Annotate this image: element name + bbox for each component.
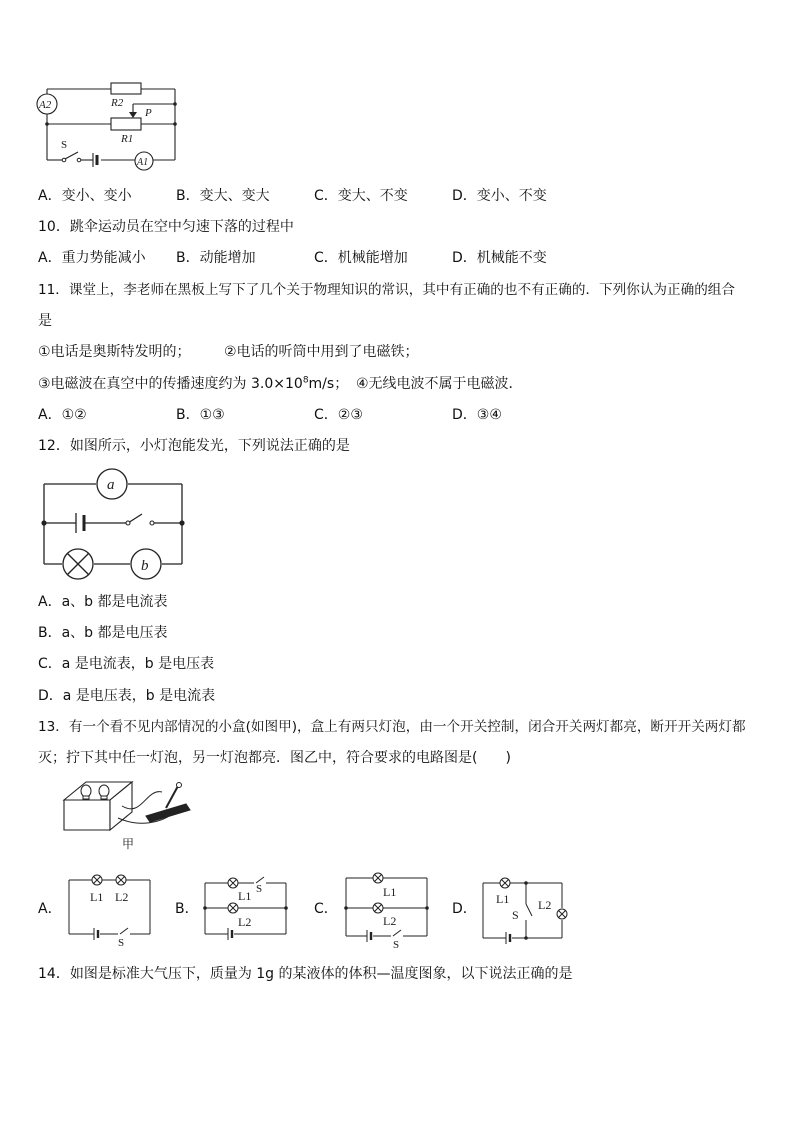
q11-option-b[interactable]: B．①③ (176, 407, 225, 423)
q11-stem-line1: 11．课堂上，李老师在黑板上写下了几个关于物理知识的常识，其中有正确的也不有正确的．下列你认为正确的组合 (38, 282, 735, 298)
q10-option-c[interactable]: C．机械能增加 (314, 250, 408, 266)
q9-s-label: S (61, 139, 68, 151)
q14-stem: 14．如图是标准大气压下，质量为 1g 的某液体的体积—温度图象，以下说法正确的是 (38, 966, 573, 982)
q11-item-4: ④无线电波不属于电磁波． (356, 376, 523, 392)
q9-option-a[interactable]: A．变小、变小 (38, 188, 132, 204)
q9-option-b[interactable]: B．变大、变大 (176, 188, 270, 204)
q11-option-c[interactable]: C．②③ (314, 407, 363, 423)
q11-item-3-text: ③电磁波在真空中的传播速度约为 3.0×10 (38, 376, 303, 392)
q13-b-s: S (256, 883, 263, 895)
q13-circuit-c[interactable] (343, 872, 433, 951)
q12-stem: 12．如图所示，小灯泡能发光，下列说法正确的是 (38, 438, 350, 454)
q9-circuit-diagram (35, 80, 185, 170)
q13-a-s: S (118, 937, 125, 949)
q13-b-l1: L1 (238, 889, 252, 903)
q13-box-figure (62, 778, 202, 858)
q13-b-l2: L2 (238, 915, 252, 929)
q12-option-d[interactable]: D．a 是电压表，b 是电流表 (38, 688, 216, 704)
q13-a-l1: L1 (90, 890, 104, 904)
q13-figure-caption: 甲 (122, 837, 135, 851)
q12-meter-b-label: b (141, 558, 149, 574)
q12-option-a[interactable]: A．a、b 都是电流表 (38, 594, 168, 610)
q13-circuit-d[interactable] (480, 876, 570, 940)
q13-stem-line2: 灭；拧下其中任一灯泡，另一灯泡都亮．图乙中，符合要求的电路图是( ) (38, 750, 511, 766)
q10-option-a[interactable]: A．重力势能减小 (38, 250, 146, 266)
q11-item-3 (38, 374, 348, 394)
q12-circuit-diagram (40, 470, 190, 575)
q13-c-l1: L1 (383, 885, 397, 899)
q11-item-3-exponent: 8 (302, 375, 309, 386)
q12-option-c[interactable]: C．a 是电流表，b 是电压表 (38, 656, 215, 672)
q11-option-a[interactable]: A．①② (38, 407, 87, 423)
q13-circuit-b[interactable] (202, 874, 292, 938)
q13-option-c-label[interactable]: C． (314, 901, 338, 917)
q13-c-s: S (393, 939, 400, 951)
q11-item-1: ①电话是奥斯特发明的； (38, 344, 191, 360)
q13-stem-line1: 13．有一个看不见内部情况的小盒(如图甲)，盒上有两只灯泡，由一个开关控制，闭合开关两灯都亮，断开开关两灯都 (38, 719, 746, 735)
q11-item-2: ②电话的听筒中用到了电磁铁； (224, 344, 419, 360)
q11-stem-line2: 是 (38, 313, 52, 329)
q9-r2-label: R2 (111, 97, 124, 109)
q9-a2-label: A2 (39, 99, 52, 111)
q12-option-b[interactable]: B．a、b 都是电压表 (38, 625, 168, 641)
q9-p-label: P (145, 107, 152, 119)
q13-a-l2: L2 (115, 890, 129, 904)
q10-option-d[interactable]: D．机械能不变 (452, 250, 547, 266)
q13-circuit-a[interactable] (66, 874, 156, 949)
q13-c-l2: L2 (383, 914, 397, 928)
q9-a1-label: A1 (137, 157, 149, 168)
q13-option-b-label[interactable]: B． (175, 901, 199, 917)
q13-d-l1: L1 (496, 892, 510, 906)
q13-option-a-label[interactable]: A． (38, 901, 62, 917)
q11-option-d[interactable]: D．③④ (452, 407, 502, 423)
q11-item-3-unit: m/s； (308, 376, 349, 392)
q12-meter-a-label: a (107, 477, 115, 493)
q9-r1-label: R1 (121, 133, 134, 145)
q13-d-s: S (512, 908, 519, 922)
q9-option-c[interactable]: C．变大、不变 (314, 188, 408, 204)
q9-option-d[interactable]: D．变小、不变 (452, 188, 547, 204)
q10-stem: 10．跳伞运动员在空中匀速下落的过程中 (38, 219, 294, 235)
q10-option-b[interactable]: B．动能增加 (176, 250, 256, 266)
q13-option-d-label[interactable]: D． (452, 901, 477, 917)
q13-d-l2: L2 (538, 898, 552, 912)
